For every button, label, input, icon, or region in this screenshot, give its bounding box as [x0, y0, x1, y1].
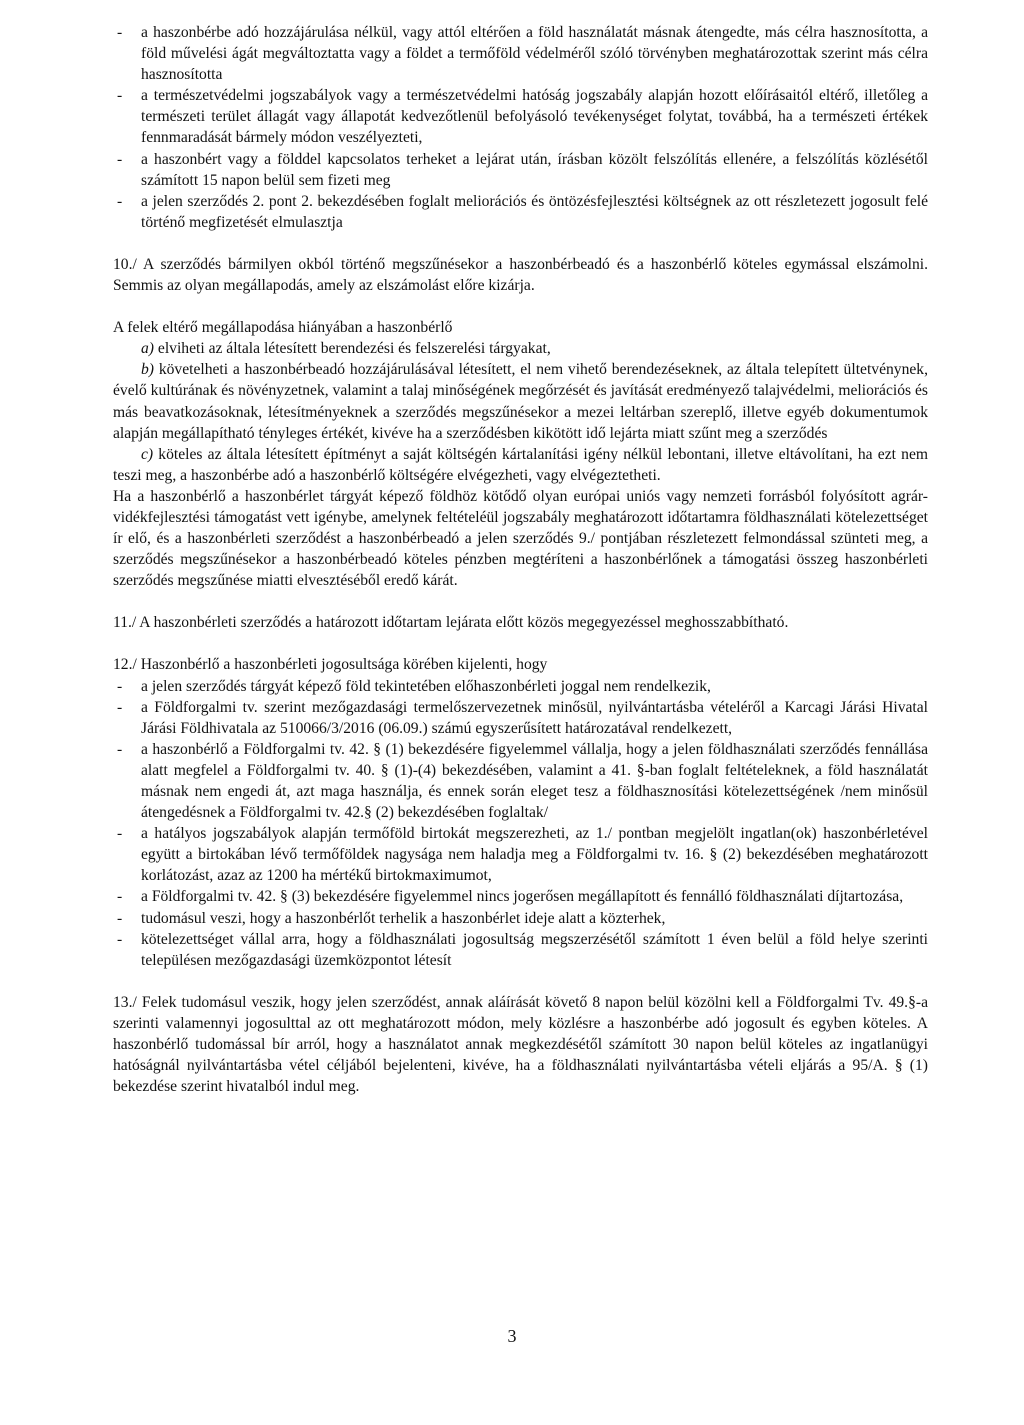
section-10-item-c	[113, 444, 928, 486]
section-12-list	[113, 676, 928, 971]
list-item: - a jelen szerződés 2. pont 2. bekezdésében foglalt meliorációs és öntözésfejlesztési költségnek az ott részletezett jogosult felé történő megfizetését elmulasztja	[113, 191, 928, 233]
section-10-lead: A felek eltérő megállapodása hiányában a haszonbérlő	[113, 319, 453, 337]
list-item: - a természetvédelmi jogszabályok vagy a természetvédelmi hatóság jogszabály alapján hozott előírásaitól eltérő, illetőleg a természeti terület állagát vagy állapotát kedvezőtlenül befolyásoló tevékenységet folytat, továbbá, ha a természeti értékek fennmaradását bármely módon veszélyezteti,	[113, 85, 928, 148]
section-10-paragraph: 10./ A szerződés bármilyen okból történő megszűnésekor a haszonbérbeadó és a haszonbérlő köteles egymással elszámolni. Semmis az olyan megállapodás, amely az elszámolást előre kizárja.	[113, 255, 928, 295]
section-10-item-a	[113, 338, 928, 359]
item-a-label: a)	[141, 340, 154, 358]
document-body	[113, 22, 928, 1097]
list-item: - a haszonbért vagy a földdel kapcsolatos terheket a lejárat után, írásban közölt felszólítás ellenére, a felszólítás közlésétől számított 15 napon belül sem fizeti meg	[113, 149, 928, 191]
list-item: - a hatályos jogszabályok alapján termőföld birtokát megszerezheti, az 1./ pontban megjelölt ingatlan(ok) haszonbérletével együtt a birtokában lévő termőföldek nagysága nem haladja meg a Földforgalmi tv. 16. § (2) bekezdésében meghatározott korlátozást, azaz az 1200 ha mértékű birtokmaximumot,	[113, 823, 928, 886]
item-a-text: elviheti az általa létesített berendezési és felszerelési tárgyakat,	[154, 340, 551, 358]
list-item: - a Földforgalmi tv. szerint mezőgazdasági termelőszervezetnek minősül, nyilvántartásba vételéről a Karcagi Járási Hivatal Járási Földhivatala az 510066/3/2016 (06.09.) számú egyszerűsített határozatával rendelkezett,	[113, 697, 928, 739]
termination-conditions-list	[113, 22, 928, 233]
item-c-label: c)	[141, 445, 154, 463]
section-13-paragraph: 13./ Felek tudomásul veszik, hogy jelen szerződést, annak aláírását követő 8 napon belül közölni kell a Földforgalmi Tv. 49.§-a szerinti valamennyi jogosulttal az ott meghatározott módon, mely közlésre a haszonbérbe adó jogosult és egyben köteles. A haszonbérlő tudomással bír arról, hogy a használatot annak megkezdésétől számított 30 napon belül köteles az ingatlanügyi hatóságnál nyilvántartásba vétel céljából bejelenteni, kivéve, ha a földhasználati nyilvántartásba vételi eljárás a 95/A. § (1) bekezdése szerint hivatalból indul meg.	[113, 993, 928, 1096]
section-12-lead: 12./ Haszonbérlő a haszonbérleti jogosultsága körében kijelenti, hogy	[113, 656, 548, 674]
section-10-support-paragraph: Ha a haszonbérlő a haszonbérlet tárgyát képező földhöz kötődő olyan európai uniós vagy nemzeti forrásból folyósított agrár-vidékfejlesztési támogatást vett igénybe, amelynek feltételéül jogszabály meghatározott időtartamra földhasználati kötelezettséget ír elő, és a haszonbérleti szerződést a haszonbérbeadó a jelen szerződés 9./ pontjában részletezett felmondással szünteti meg, a szerződés megszűnésekor a haszonbérbeadó köteles pénzben megtéríteni a haszonbérlőnek a támogatási összeg haszonbérleti szerződés megszűnése miatti elvesztéséből eredő kárát.	[113, 487, 928, 590]
list-item: - a Földforgalmi tv. 42. § (3) bekezdésére figyelemmel nincs jogerősen megállapított és fennálló földhasználati díjtartozása,	[113, 886, 928, 907]
list-item: - a haszonbérlő a Földforgalmi tv. 42. § (1) bekezdésére figyelemmel vállalja, hogy a jelen földhasználati szerződés fennállása alatt megfelel a Földforgalmi tv. 40. § (1)-(4) bekezdésében, valamint a 41. §-ban foglalt feltételeknek, a föld használatát másnak nem engedi át, azt maga használja, és ennek során eleget tesz a földhasznosítási kötelezettségének /nem minősül átengedésnek a Földforgalmi tv. 42.§ (2) bekezdésében foglaltak/	[113, 739, 928, 823]
list-item: - kötelezettséget vállal arra, hogy a földhasználati jogosultság megszerzésétől számított 1 éven belül a föld helye szerinti településen mezőgazdasági üzemközpontot létesít	[113, 929, 928, 971]
item-b-label: b)	[141, 361, 154, 379]
item-c-text: köteles az általa létesített építményt a saját költségén kártalanítási igény nélkül lebontani, illetve eltávolítani, ha ezt nem teszi meg, a haszonbérbe adó a haszonbérlő költségére elvégezheti, vagy elvégeztetheti.	[113, 445, 928, 484]
item-b-text: követelheti a haszonbérbeadó hozzájárulásával létesített, el nem vihető berendezéseknek, az általa telepített ültetvénynek, évelő kultúrának és növényzetnek, valamint a talaj minőségének megőrzését és javítását eredményező talajvédelmi, meliorációs és más beavatkozásoknak, létesítményeknek a szerződés megszűnésekor a mezei leltárban szereplő, illetve egyéb dokumentumok alapján megállapítható tényleges értékét, kivéve ha a szerződésben kikötött idő lejárta miatt szűnt meg a szerződés	[113, 361, 928, 442]
list-item: - a haszonbérbe adó hozzájárulása nélkül, vagy attól eltérően a föld használatát másnak átengedte, más célra hasznosította, a föld művelési ágát megváltoztatta vagy a földet a termőföld védelméről szóló törvényben meghatározottak szerint más célra hasznosította	[113, 22, 928, 85]
list-item: - a jelen szerződés tárgyát képező föld tekintetében előhaszonbérleti joggal nem rendelkezik,	[113, 676, 928, 697]
section-10-item-b	[113, 359, 928, 443]
page-number: 3	[507, 1326, 517, 1346]
section-11-paragraph: 11./ A haszonbérleti szerződés a határozott időtartam lejárata előtt közös megegyezéssel meghosszabbítható.	[113, 614, 789, 632]
list-item: - tudomásul veszi, hogy a haszonbérlőt terhelik a haszonbérlet ideje alatt a közterhek,	[113, 908, 928, 929]
